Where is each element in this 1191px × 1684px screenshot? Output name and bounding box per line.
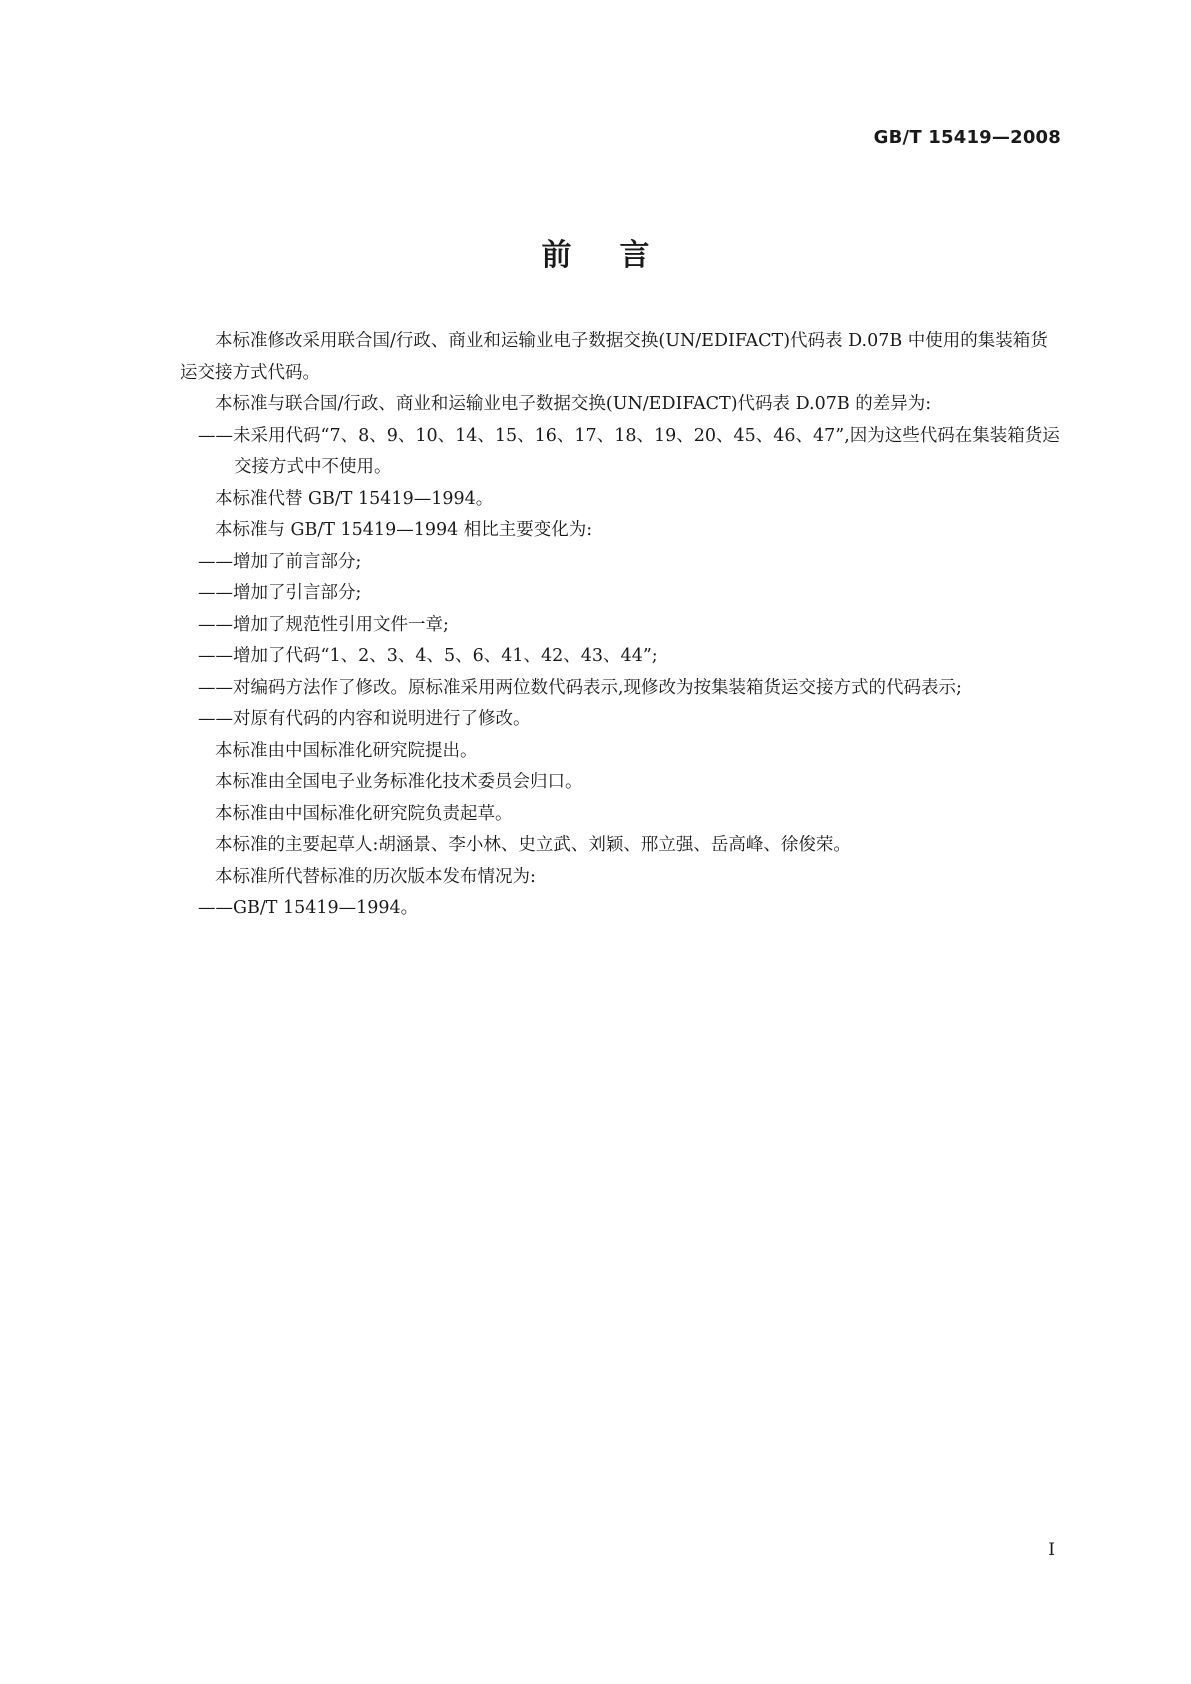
paragraph-drafted-by: 本标准由中国标准化研究院负责起草。 [215,803,513,824]
dash-item-references-added: ——增加了规范性引用文件一章; [198,614,449,635]
paragraph-proposed-by: 本标准由中国标准化研究院提出。 [215,740,478,761]
paragraph-adoption: 本标准修改采用联合国/行政、商业和运输业电子数据交换(UN/EDIFACT)代码表 D.07B 中使用的集装箱货运交接方式代码。 [180,331,1048,383]
dash-item-previous-version: ——GB/T 15419—1994。 [198,898,419,918]
dash-item-encoding-modified: ——对编码方法作了修改。原标准采用两位数代码表示,现修改为按集装箱货运交接方式的代码表示; [198,677,962,698]
paragraph-replaces: 本标准代替 GB/T 15419—1994。 [215,488,494,509]
standard-number: GB/T 15419—2008 [873,127,1061,148]
paragraph-changes-intro: 本标准与 GB/T 15419—1994 相比主要变化为: [215,520,593,540]
paragraph-version-history: 本标准所代替标准的历次版本发布情况为: [215,866,536,887]
paragraph-differences-intro: 本标准与联合国/行政、商业和运输业电子数据交换(UN/EDIFACT)代码表 D.07B 的差异为: [215,394,932,414]
paragraph-under-jurisdiction: 本标准由全国电子业务标准化技术委员会归口。 [215,772,583,792]
dash-item-introduction-added: ——增加了引言部分; [198,583,362,603]
dash-item-codes-added: ——增加了代码“1、2、3、4、5、6、41、42、43、44”; [198,646,658,666]
dash-item-unused-codes: ——未采用代码“7、8、9、10、14、15、16、17、18、19、20、45、46、47”,因为这些代码在集装箱货运交接方式中不使用。 [198,425,1060,477]
dash-item-content-modified: ——对原有代码的内容和说明进行了修改。 [198,709,531,729]
page-title: 前言 [541,238,698,273]
foreword-body [180,326,1060,925]
dash-item-foreword-added: ——增加了前言部分; [198,551,362,572]
paragraph-main-drafters: 本标准的主要起草人:胡涵景、李小林、史立武、刘颖、邢立强、岳高峰、徐俊荣。 [215,835,851,855]
page-number: I [1048,1540,1055,1560]
